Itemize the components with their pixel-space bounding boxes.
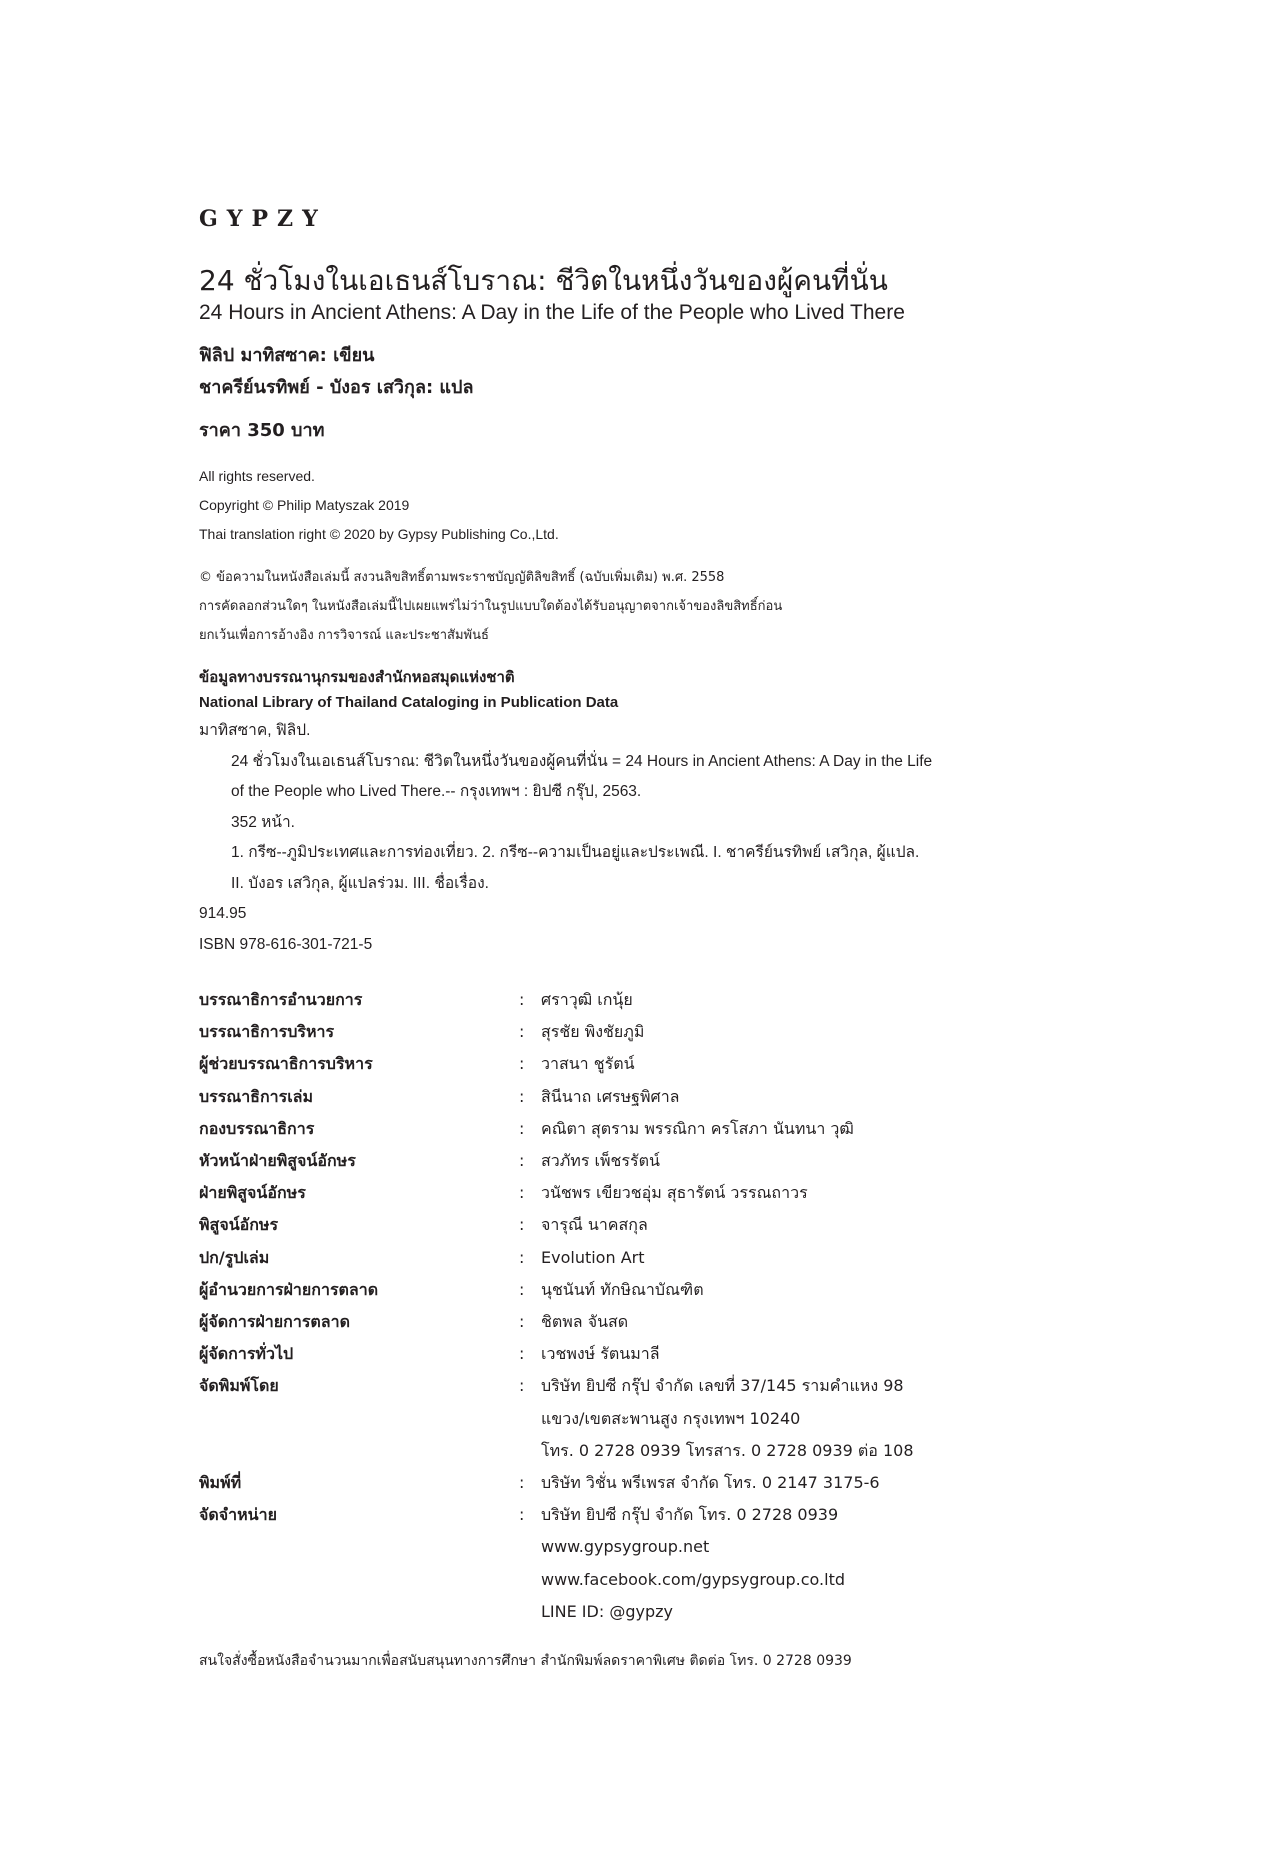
cip-isbn: ISBN 978-616-301-721-5	[199, 935, 373, 953]
book-title-thai: 24 ชั่วโมงในเอเธนส์โบราณ: ชีวิตในหนึ่งวันของผู้คนที่นั่น	[199, 264, 888, 297]
cip-author: มาทิสซาค, ฟิลิป.	[199, 722, 311, 739]
staff-colon: :	[519, 1279, 525, 1299]
staff-row	[199, 1467, 1099, 1499]
staff-row	[199, 1499, 1099, 1628]
staff-colon: :	[519, 1022, 525, 1042]
staff-colon: :	[519, 990, 525, 1009]
staff-role: ผู้ช่วยบรรณาธิการบริหาร	[199, 1054, 373, 1074]
staff-value: จารุณี นาคสกุล	[541, 1215, 648, 1235]
rights-block	[199, 462, 1099, 549]
staff-row	[199, 1081, 1099, 1113]
publisher-logo: GYPZY	[199, 206, 327, 232]
staff-value: www.gypsygroup.net	[541, 1537, 710, 1557]
cip-block	[199, 664, 1099, 960]
staff-role: บรรณาธิการอำนวยการ	[199, 990, 363, 1009]
staff-value: ศราวุฒิ เกนุ้ย	[541, 990, 633, 1009]
rights-line: Copyright © Philip Matyszak 2019	[199, 497, 410, 513]
staff-colon: :	[519, 1054, 525, 1074]
staff-values	[541, 984, 633, 1016]
staff-row	[199, 1370, 1099, 1467]
staff-row	[199, 1274, 1099, 1306]
translator-credit: ชาครีย์นรทิพย์ - บังอร เสวิกุล: แปล	[199, 377, 474, 398]
staff-colon: :	[519, 1344, 525, 1364]
bulk-order-note: สนใจสั่งซื้อหนังสือจำนวนมากเพื่อสนับสนุนทางการศึกษา สำนักพิมพ์ลดราคาพิเศษ ติดต่อ โทร. 0 2728 0939	[199, 1653, 852, 1670]
staff-colon: :	[519, 1118, 525, 1138]
staff-row	[199, 1145, 1099, 1177]
staff-value: บริษัท ยิปซี กรุ๊ป จำกัด เลขที่ 37/145 รามคำแหง 98	[541, 1376, 904, 1396]
staff-value: ชิตพล จันสด	[541, 1312, 629, 1332]
staff-colon: :	[519, 1376, 525, 1396]
cip-subjects-line: 1. กรีซ--ภูมิประเทศและการท่องเที่ยว. 2. กรีซ--ความเป็นอยู่และประเพณี. I. ชาครีย์นรทิพย์ เสวิกุล, ผู้แปล.	[231, 844, 920, 861]
staff-role: พิสูจน์อักษร	[199, 1215, 279, 1235]
staff-row	[199, 1209, 1099, 1241]
staff-values	[541, 1306, 628, 1338]
staff-colon: :	[519, 1505, 525, 1525]
cip-title-line: of the People who Lived There.-- กรุงเทพฯ : ยิปซี กรุ๊ป, 2563.	[231, 783, 642, 800]
copyright-note-line: ยกเว้นเพื่อการอ้างอิง การวิจารณ์ และประชาสัมพันธ์	[199, 628, 489, 643]
staff-value: คณิตา สุตราม พรรณิกา ครโสภา นันทนา วุฒิ	[541, 1118, 854, 1138]
staff-row	[199, 1338, 1099, 1370]
staff-value: บริษัท ยิปซี กรุ๊ป จำกัด โทร. 0 2728 0939	[541, 1505, 839, 1525]
copyright-note-line: การคัดลอกส่วนใดๆ ในหนังสือเล่มนี้ไปเผยแพร่ไม่ว่าในรูปแบบใดต้องได้รับอนุญาตจากเจ้าของลิขสิทธิ์ก่อน	[199, 599, 783, 614]
staff-value: www.facebook.com/gypsygroup.co.ltd	[541, 1569, 846, 1589]
staff-colon: :	[519, 1215, 525, 1235]
staff-colon: :	[519, 1151, 525, 1171]
staff-role: กองบรรณาธิการ	[199, 1118, 315, 1138]
staff-row	[199, 1048, 1099, 1080]
staff-row	[199, 1016, 1099, 1048]
staff-role: หัวหน้าฝ่ายพิสูจน์อักษร	[199, 1151, 356, 1171]
staff-row	[199, 1306, 1099, 1338]
staff-role: ผู้จัดการทั่วไป	[199, 1344, 294, 1364]
staff-value: สุรชัย พิงชัยภูมิ	[541, 1022, 645, 1042]
staff-value: เวชพงษ์ รัตนมาลี	[541, 1344, 660, 1364]
rights-line: Thai translation right © 2020 by Gypsy Publishing Co.,Ltd.	[199, 526, 559, 542]
staff-value: แขวง/เขตสะพานสูง กรุงเทพฯ 10240	[541, 1408, 801, 1428]
staff-row	[199, 1177, 1099, 1209]
staff-list	[199, 984, 1099, 1628]
staff-value: LINE ID: @gypzy	[541, 1601, 673, 1621]
staff-values	[541, 1048, 635, 1080]
staff-colon: :	[519, 1312, 525, 1332]
staff-values	[541, 1242, 644, 1274]
staff-colon: :	[519, 1086, 525, 1106]
cip-title-line: 24 ชั่วโมงในเอเธนส์โบราณ: ชีวิตในหนึ่งวันของผู้คนที่นั่น = 24 Hours in Ancient Athens: A Day in the Life	[231, 752, 933, 770]
staff-role: ฝ่ายพิสูจน์อักษร	[199, 1183, 306, 1203]
staff-role: บรรณาธิการเล่ม	[199, 1086, 314, 1106]
imprint-page	[199, 206, 1099, 1674]
cip-classification: 914.95	[199, 905, 247, 922]
staff-role: ปก/รูปเล่ม	[199, 1247, 270, 1267]
price: ราคา 350 บาท	[199, 420, 325, 441]
staff-value: สวภัทร เพ็ชรรัตน์	[541, 1151, 660, 1171]
staff-role: จัดจำหน่าย	[199, 1505, 277, 1525]
cip-heading-thai: ข้อมูลทางบรรณานุกรมของสำนักหอสมุดแห่งชาติ	[199, 668, 515, 686]
staff-values	[541, 1016, 644, 1048]
staff-row	[199, 1242, 1099, 1274]
staff-row	[199, 984, 1099, 1016]
rights-line: All rights reserved.	[199, 468, 315, 484]
staff-colon: :	[519, 1247, 525, 1267]
staff-role: พิมพ์ที่	[199, 1473, 242, 1493]
staff-row	[199, 1113, 1099, 1145]
staff-values	[541, 1274, 704, 1306]
staff-values	[541, 1338, 660, 1370]
cip-subjects-line: II. บังอร เสวิกุล, ผู้แปลร่วม. III. ชื่อเรื่อง.	[231, 874, 489, 892]
staff-values	[541, 1081, 679, 1113]
staff-values	[541, 1499, 845, 1628]
book-title-english: 24 Hours in Ancient Athens: A Day in the Life of the People who Lived There	[199, 301, 905, 324]
cip-pages: 352 หน้า.	[231, 813, 295, 831]
staff-value: วาสนา ชูรัตน์	[541, 1054, 635, 1074]
staff-values	[541, 1113, 854, 1145]
staff-role: บรรณาธิการบริหาร	[199, 1022, 335, 1042]
staff-value: โทร. 0 2728 0939 โทรสาร. 0 2728 0939 ต่อ 108	[541, 1440, 914, 1460]
staff-role: จัดพิมพ์โดย	[199, 1376, 279, 1396]
staff-value: วนัชพร เขียวชอุ่ม สุธารัตน์ วรรณถาวร	[541, 1183, 808, 1203]
credits	[199, 340, 1099, 404]
staff-values	[541, 1177, 808, 1209]
author-credit: ฟิลิป มาทิสซาค: เขียน	[199, 345, 375, 366]
staff-values	[541, 1209, 648, 1241]
copyright-note	[199, 563, 1099, 650]
staff-role: ผู้จัดการฝ่ายการตลาด	[199, 1312, 350, 1332]
staff-values	[541, 1145, 660, 1177]
cip-heading-english: National Library of Thailand Cataloging in Publication Data	[199, 694, 619, 711]
staff-values	[541, 1370, 914, 1467]
staff-value: นุชนันท์ ทักษิณาบัณฑิต	[541, 1279, 704, 1299]
staff-colon: :	[519, 1473, 525, 1493]
copyright-note-line: © ข้อความในหนังสือเล่มนี้ สงวนลิขสิทธิ์ตามพระราชบัญญัติลิขสิทธิ์ (ฉบับเพิ่มเติม) พ.ศ. 2558	[199, 570, 725, 585]
staff-values	[541, 1467, 880, 1499]
staff-value: สินีนาถ เศรษฐพิศาล	[541, 1086, 680, 1106]
staff-colon: :	[519, 1183, 525, 1203]
staff-value: บริษัท วิชั่น พรีเพรส จำกัด โทร. 0 2147 3175-6	[541, 1473, 880, 1493]
staff-value: Evolution Art	[541, 1247, 645, 1267]
staff-role: ผู้อำนวยการฝ่ายการตลาด	[199, 1279, 379, 1299]
